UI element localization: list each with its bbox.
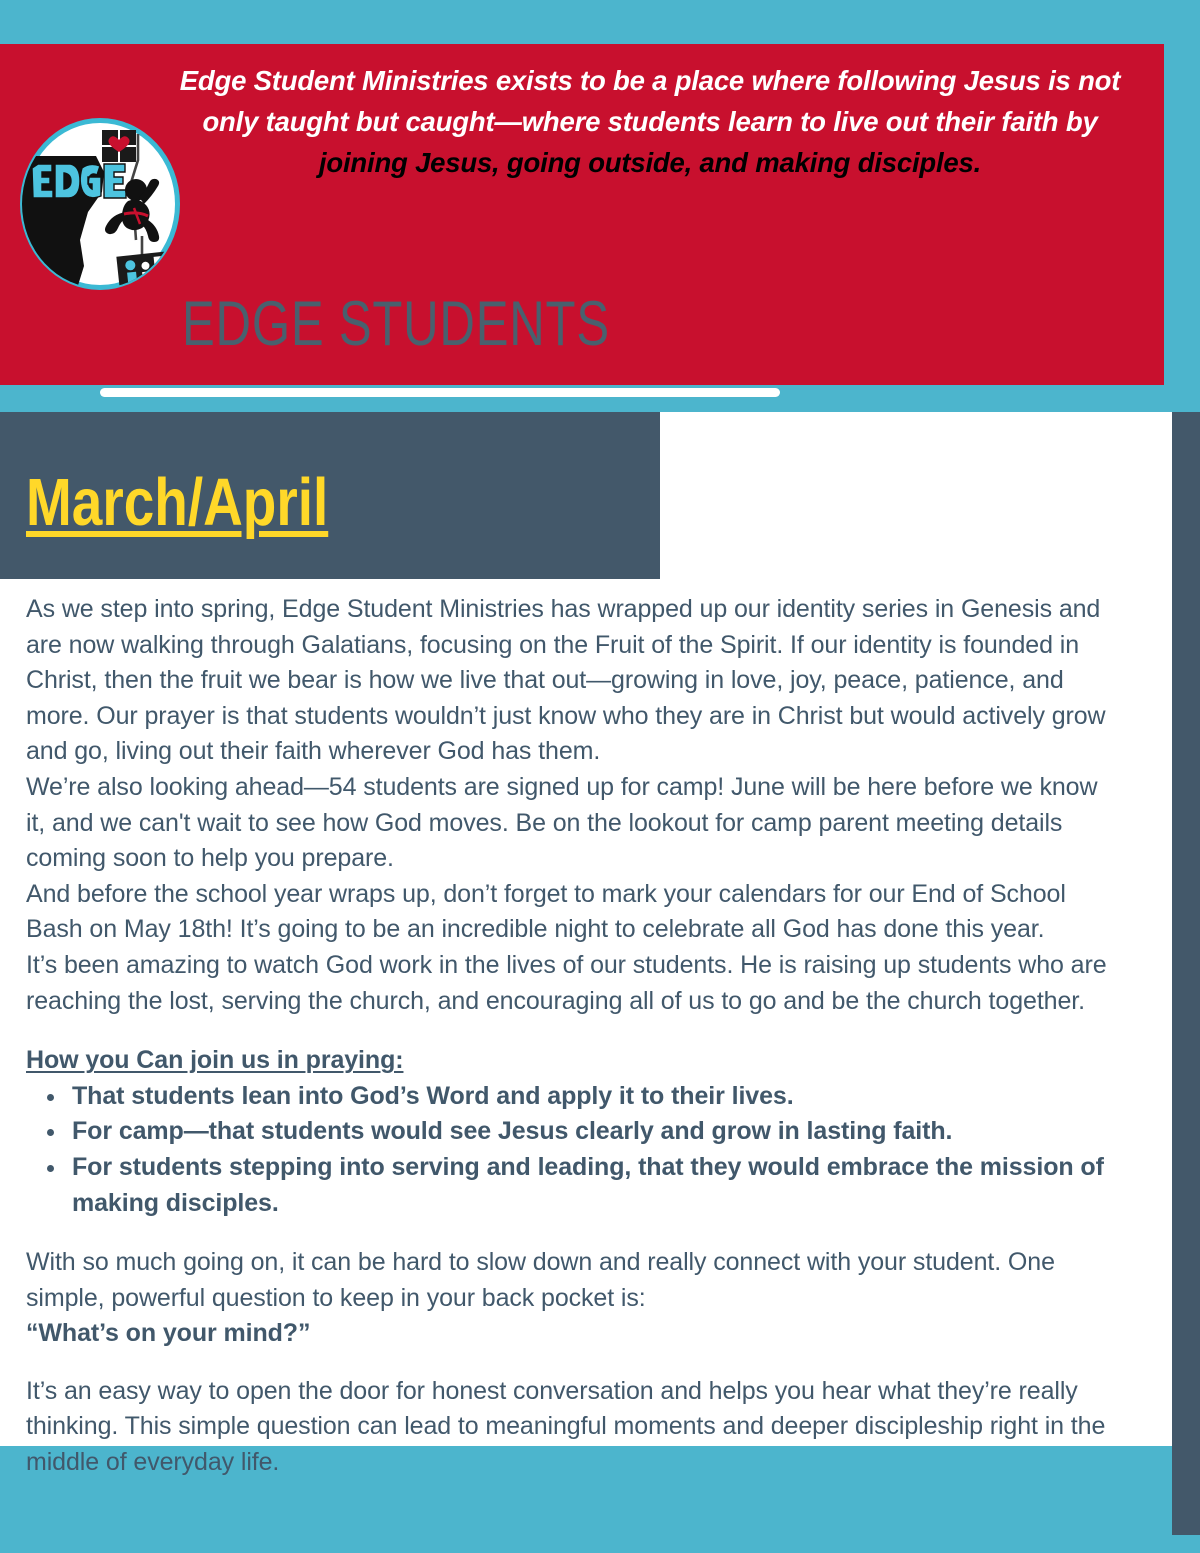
closing-final-paragraph: It’s an easy way to open the door for honest conversation and helps you hear what they’re really thinking. This simple question can lead to meaningful moments and deeper discipleship right in the middle of everyday life. bbox=[26, 1376, 1106, 1477]
prayer-request-list bbox=[26, 1079, 1111, 1221]
list-item: • That students lean into God’s Word and apply it to their lives. bbox=[68, 1079, 1111, 1115]
closing-intro-paragraph: With so much going on, it can be hard to slow down and really connect with your student. One simple, powerful question to keep in your back pocket is: bbox=[26, 1248, 1055, 1312]
tagline-emphasis-text: joining Jesus, going outside, and making disciples. bbox=[318, 147, 982, 178]
spacer bbox=[26, 1352, 1111, 1374]
tagline-white-text: Edge Student Ministries exists to be a place where following Jesus is not only taught but caught—where students learn to live out their faith by bbox=[179, 65, 1121, 137]
edge-students-logo-icon bbox=[18, 116, 183, 292]
spacer bbox=[26, 1221, 1111, 1245]
list-item: • For camp—that students would see Jesus clearly and grow in lasting faith. bbox=[68, 1114, 1111, 1150]
page-title: EDGE STUDENTS bbox=[182, 289, 610, 359]
closing-question: “What’s on your mind?” bbox=[26, 1319, 311, 1348]
body-paragraph-1: As we step into spring, Edge Student Ministries has wrapped up our identity series in Genesis and are now walking through Galatians, focusing on the Fruit of the Spirit. If our identity is founded in Christ, then the fruit we bear is how we live that out—growing in love, joy, peace, patience, and more. Our prayer is that students wouldn’t just know who they are in Christ but would actively grow and go, living out their faith wherever God has them. bbox=[26, 595, 1106, 766]
list-item: • For students stepping into serving and leading, that they would embrace the mission of making disciples. bbox=[68, 1150, 1111, 1221]
body-paragraph-4: It’s been amazing to watch God work in the lives of our students. He is raising up students who are reaching the lost, serving the church, and encouraging all of us to go and be the church together. bbox=[26, 950, 1107, 1015]
teal-right-band bbox=[1164, 0, 1200, 412]
teal-top-band bbox=[0, 0, 1200, 44]
slate-right-bar bbox=[1172, 412, 1200, 1535]
title-underline-rule bbox=[100, 388, 780, 397]
prayer-section-heading: How you Can join us in praying: bbox=[26, 1046, 404, 1075]
spacer bbox=[26, 1019, 1111, 1043]
month-title: March/April bbox=[26, 465, 329, 540]
body-paragraph-2: We’re also looking ahead—54 students are signed up for camp! June will be here before we know it, and we can't wait to see how God moves. Be on the lookout for camp parent meeting details coming soon to help you prepare. bbox=[26, 772, 1098, 873]
month-heading-block bbox=[0, 412, 660, 579]
newsletter-body bbox=[26, 592, 1111, 1481]
mission-tagline bbox=[160, 60, 1140, 183]
body-paragraph-3: And before the school year wraps up, don’t forget to mark your calendars for our End of School Bash on May 18th! It’s going to be an incredible night to celebrate all God has done this year. bbox=[26, 879, 1066, 944]
